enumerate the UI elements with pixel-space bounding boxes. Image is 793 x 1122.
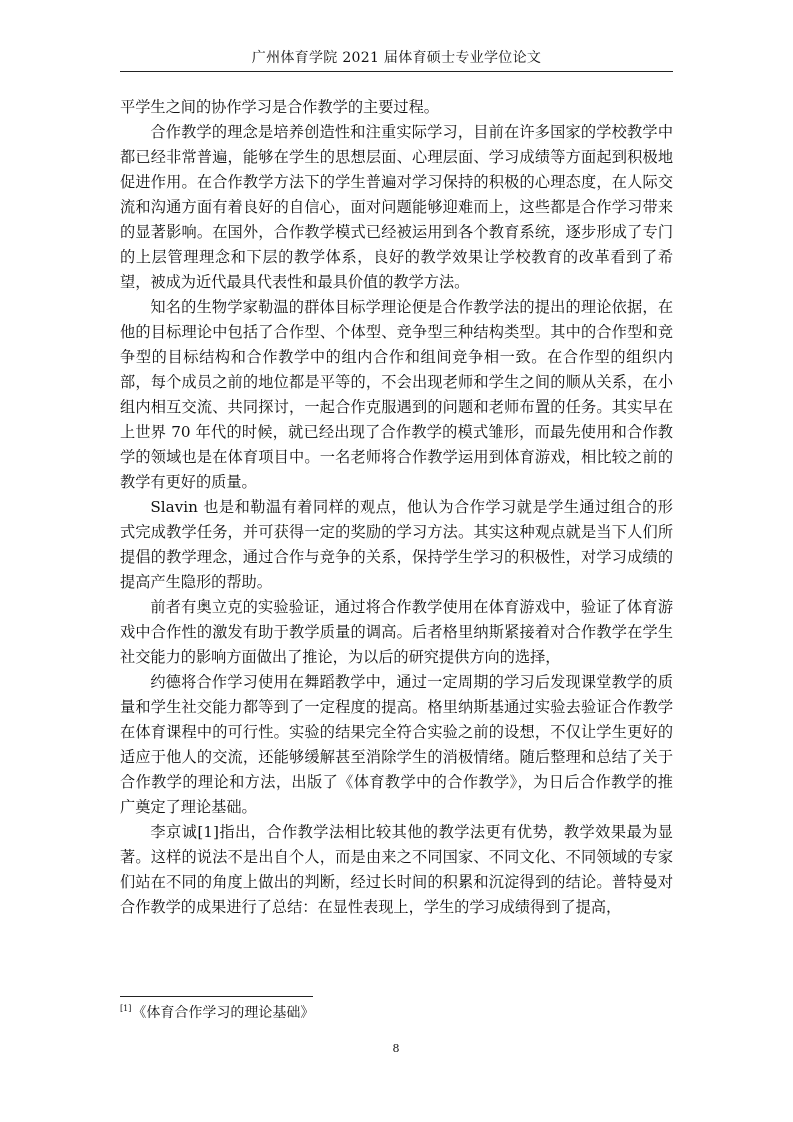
paragraph: Slavin 也是和勒温有着同样的观点，他认为合作学习就是学生通过组合的形式完成教学任务，并可获得一定的奖励的学习方法。其实这种观点就是当下人们所提倡的教学理念，通过合作与竞争的关系，保持学生学习的积极性，对学习成绩的提高产生隐形的帮助。 xyxy=(120,498,673,591)
paragraph-continuation: 平学生之间的协作学习是合作教学的主要过程。 xyxy=(120,98,439,116)
footnote-rule xyxy=(120,996,313,997)
paragraph: 李京诚[1]指出，合作教学法相比较其他的教学法更有优势，教学效果最为显著。这样的说法不是出自个人，而是由来之不同国家、不同文化、不同领域的专家们站在不同的角度上做出的判断，经过长时间的积累和沉淀得到的结论。普特曼对合作教学的成果进行了总结：在显性表现上，学生的学习成绩得到了提高， xyxy=(120,823,673,916)
footnote-text: 《体育合作学习的理论基础》 xyxy=(132,1005,315,1021)
paragraph: 合作教学的理念是培养创造性和注重实际学习，目前在许多国家的学校教学中都已经非常普遍，能够在学生的思想层面、心理层面、学习成绩等方面起到积极地促进作用。在合作教学方法下的学生普遍对学习保持的积极的心理态度，在人际交流和沟通方面有着良好的自信心，面对问题能够迎难而上，这些都是合作学习带来的显著影响。在国外，合作教学模式已经被运用到各个教育系统，逐步形成了专门的上层管理理念和下层的教学体系，良好的教学效果让学校教育的改革看到了希望，被成为近代最具代表性和最具价值的教学方法。 xyxy=(120,123,673,291)
header-rule xyxy=(120,71,673,72)
page-number: 8 xyxy=(392,1042,400,1055)
paragraph: 知名的生物学家勒温的群体目标学理论便是合作教学法的提出的理论依据，在他的目标理论中包括了合作型、个体型、竞争型三种结构类型。其中的合作型和竞争型的目标结构和合作教学中的组内合作和组间竞争相一致。在合作型的组织内部，每个成员之前的地位都是平等的，不会出现老师和学生之间的顺从关系，在小组内相互交流、共同探讨，一起合作克服遇到的问题和老师布置的任务。其实早在上世界 70 年代的时候，就已经出现了合作教学的模式雏形，而最先使用和合作教学的领域也是在体育项目中。一名老师将合作教学运用到体育游戏，相比较之前的教学有更好的质量。 xyxy=(120,298,673,491)
footnote xyxy=(120,1004,673,1022)
paragraph: 约德将合作学习使用在舞蹈教学中，通过一定周期的学习后发现课堂教学的质量和学生社交能力都等到了一定程度的提高。格里纳斯基通过实验去验证合作教学在体育课程中的可行性。实验的结果完全符合实验之前的设想，不仅让学生更好的适应于他人的交流，还能够缓解甚至消除学生的消极情绪。随后整理和总结了关于合作教学的理论和方法，出版了《体育教学中的合作教学》，为日后合作教学的推广奠定了理论基础。 xyxy=(120,673,673,816)
paragraph: 前者有奥立克的实验验证，通过将合作教学使用在体育游戏中，验证了体育游戏中合作性的激发有助于教学质量的调高。后者格里纳斯紧接着对合作教学在学生社交能力的影响方面做出了推论，为以后的研究提供方向的选择， xyxy=(120,598,673,666)
footnote-mark: [1] xyxy=(120,1004,132,1013)
body-text xyxy=(120,95,673,920)
running-header: 广州体育学院 2021 届体育硕士专业学位论文 xyxy=(251,50,542,66)
